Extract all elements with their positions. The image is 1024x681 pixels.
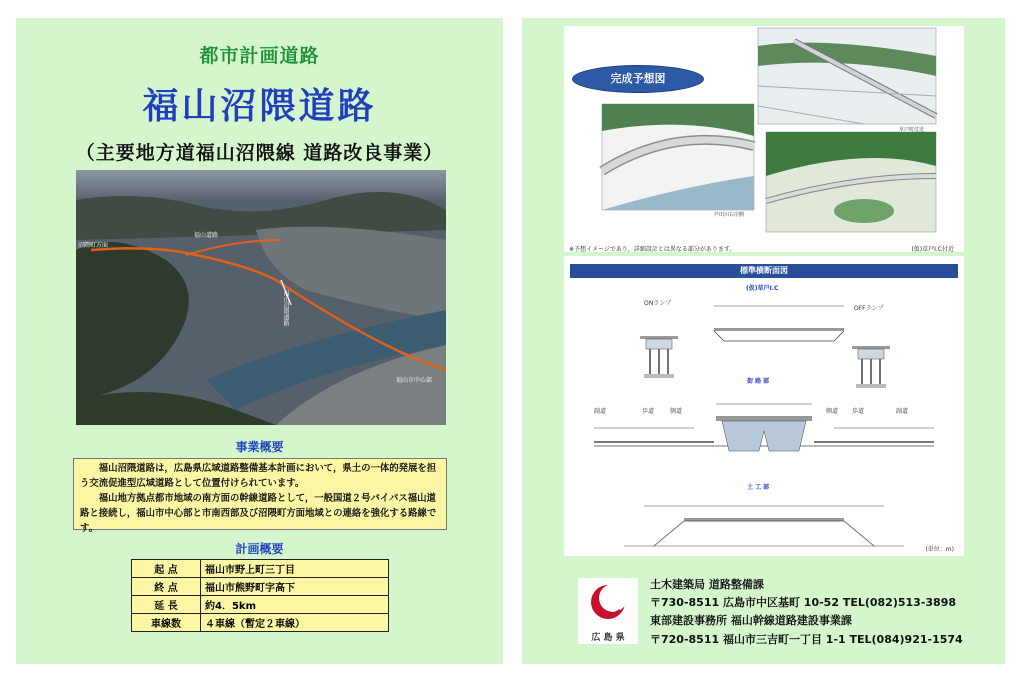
earthwork-section-label: 土 工 部 xyxy=(747,484,770,491)
photo-label-route: 福山沼隈道路 xyxy=(282,290,289,326)
table-row xyxy=(132,578,389,596)
contact-line-3: 東部建設事務所 福山幹線道路建設事業課 xyxy=(650,614,852,627)
caption-kusado: 草戸町付近 xyxy=(899,127,925,133)
photo-label-center: 福山市中心部 xyxy=(396,377,433,384)
project-name: （主要地方道福山沼隈線 道路改良事業） xyxy=(75,142,444,164)
ic-label: (仮)草戸I.C xyxy=(746,285,779,292)
street-part: 側道 xyxy=(826,408,839,415)
summary-paragraph-1: 福山沼隈道路は，広島県広域道路整備基本計画において，県土の一体的発展を担う交流促進型広域道路として位置付けられています。 xyxy=(80,463,437,489)
plan-key: 起 点 xyxy=(132,560,201,578)
page-title: 福山沼隈道路 xyxy=(142,86,377,127)
cross-section-section xyxy=(564,256,964,556)
summary-box xyxy=(73,458,447,534)
caption-riverbank: 芦田川右岸側 xyxy=(714,212,745,218)
plan-key: 終 点 xyxy=(132,578,201,596)
plan-key: 車線数 xyxy=(132,614,201,632)
aerial-photo xyxy=(76,170,446,425)
street-part: 歩道 xyxy=(852,408,865,415)
photo-label-road: 福山道路 xyxy=(194,232,219,239)
plan-value: 約4．5km xyxy=(201,596,389,614)
cross-section-title: 標準横断面図 xyxy=(570,264,958,278)
hiroshima-emblem-icon xyxy=(578,578,638,626)
back-page xyxy=(522,18,1005,664)
summary-heading: 事業概要 xyxy=(235,440,284,454)
rendering-section xyxy=(564,26,964,252)
contact-line-2: 〒730-8511 広島市中区基町 10-52 TEL(082)513-3898 xyxy=(650,596,956,609)
contact-line-1: 土木建築局 道路整備課 xyxy=(650,578,764,591)
street-section-label: 街 路 部 xyxy=(747,378,770,385)
street-part: 側道 xyxy=(670,408,683,415)
street-part: 副道 xyxy=(896,408,909,415)
plan-value: 福山市熊野町字高下 xyxy=(201,578,389,596)
plan-key: 延 長 xyxy=(132,596,201,614)
plan-value: ４車線（暫定２車線） xyxy=(201,614,389,632)
contact-line-4: 〒720-8511 福山市三吉町一丁目 1-1 TEL(084)921-1574 xyxy=(650,633,963,646)
photo-label-numakuma: 沼隈町方面 xyxy=(78,242,109,249)
caption-ic: (仮)草戸I.C付近 xyxy=(911,246,954,253)
plan-heading: 計画概要 xyxy=(235,542,284,556)
summary-paragraph-2: 福山地方拠点都市地域の南方面の幹線道路として，一般国道２号バイパス福山道路と接続し，福山市中心部と市南西部及び沼隈町方面地域との連絡を強化する路線です。 xyxy=(80,493,437,534)
on-ramp-label: ONランプ xyxy=(644,300,672,307)
plan-value: 福山市野上町三丁目 xyxy=(201,560,389,578)
cross-section-drawing xyxy=(564,256,964,556)
table-row xyxy=(132,614,389,632)
table-row xyxy=(132,596,389,614)
table-row xyxy=(132,560,389,578)
rendering-note: ※予想イメージであり，詳細設計とは異なる部分があります。 xyxy=(569,246,736,253)
unit-label: (単位：m) xyxy=(925,546,954,553)
plan-table xyxy=(131,559,389,632)
prefecture-logo xyxy=(578,578,638,644)
street-part: 副道 xyxy=(594,408,607,415)
rendering-label: 完成予想図 xyxy=(572,65,704,93)
front-page xyxy=(16,18,503,664)
off-ramp-label: OFFランプ xyxy=(854,305,884,312)
street-part: 歩道 xyxy=(642,408,655,415)
contact-section xyxy=(564,570,964,654)
logo-text: 広 島 県 xyxy=(591,633,625,643)
page-subtitle: 都市計画道路 xyxy=(199,45,320,67)
